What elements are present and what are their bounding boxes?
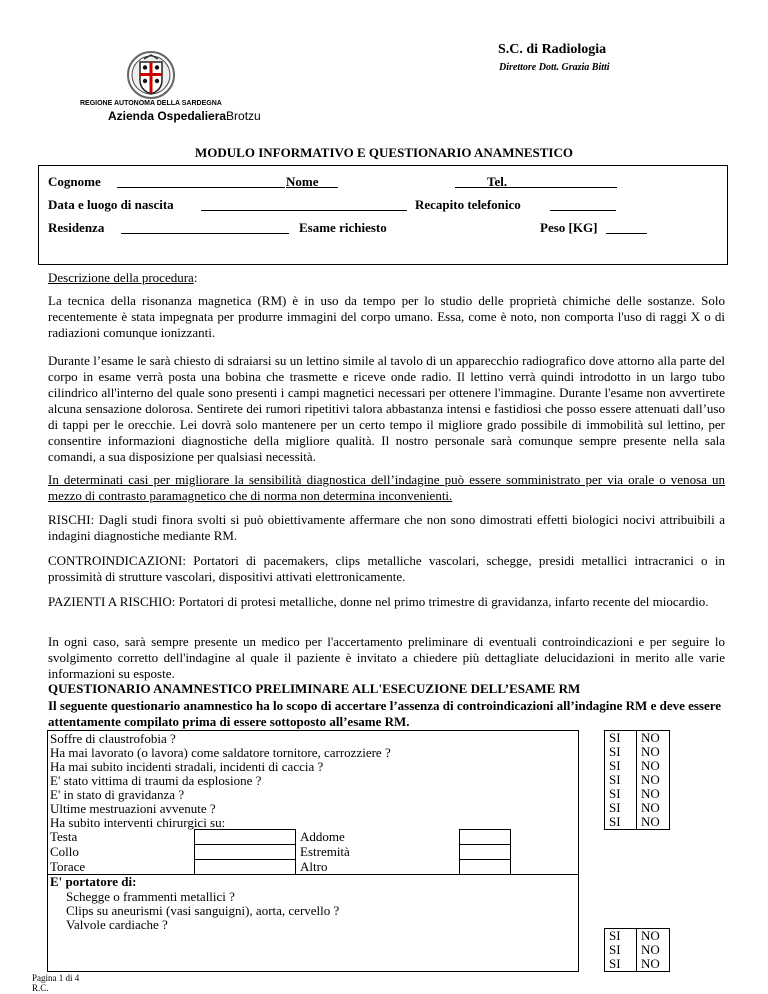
answer-no-surgery[interactable]: NO	[641, 814, 660, 829]
body-part-testa: Testa	[50, 829, 78, 844]
contraindications-paragraph: CONTROINDICAZIONI: Portatori di pacemakers, clips metalliche vascolari, schegge, presidi metallici intracranici o in prossimità di strutture vascolari, dispositivi attivati elettronicamente.	[48, 553, 725, 584]
body-part-addome: Addome	[300, 829, 345, 844]
answer-no-welder[interactable]: NO	[641, 744, 660, 759]
question-explosion: E' stato vittima di traumi da esplosione ?	[50, 773, 262, 788]
body-part-estremita: Estremità	[300, 844, 350, 859]
description-paragraph-1: La tecnica della risonanza magnetica (RM) è in uso da tempo per lo studio delle proprietà chimiche delle sostanze. Solo recentemente è stata impegnata per produrre immagini del corpo umano. Essa, come è noto, non comporta l'uso di raggi X o di radiazioni comunque ionizzanti.	[48, 293, 725, 340]
question-pregnancy: E' in stato di gravidanza ?	[50, 787, 185, 802]
patient-data-box	[38, 165, 728, 265]
answer-si-welder[interactable]: SI	[609, 744, 621, 759]
answer-no-metal-fragments[interactable]: NO	[641, 928, 660, 943]
hospital-name-rest: Brotzu	[226, 109, 261, 123]
doctor-presence-paragraph: In ogni caso, sarà sempre presente un medico per l'accertamento preliminare di eventuali controindicazioni e per seguire lo svolgimento corretto dell'indagine al quale il paziente è invitato a chiedere più dettagliate delucidazioni in merito alle varie informazioni su esposte.	[48, 634, 725, 681]
nome-field[interactable]	[286, 186, 338, 188]
answer-si-heart-valves[interactable]: SI	[609, 956, 621, 971]
body-part-torace: Torace	[50, 859, 86, 874]
recapito-label: Recapito telefonico	[415, 197, 521, 212]
questionnaire-title: QUESTIONARIO ANAMNESTICO PRELIMINARE ALL'ESECUZIONE DELL’ESAME RM	[48, 681, 581, 696]
nome-label: Nome	[286, 174, 319, 189]
questionnaire-table	[47, 730, 579, 972]
carrier-heart-valves: Valvole cardiache ?	[66, 917, 168, 932]
description-heading-colon: :	[193, 270, 198, 285]
residenza-label: Residenza	[48, 220, 105, 235]
peso-label: Peso [KG]	[540, 220, 598, 235]
description-heading	[48, 270, 197, 286]
answer-si-aneurysm-clips[interactable]: SI	[609, 942, 621, 957]
answer-si-menstruation[interactable]: SI	[609, 800, 621, 815]
answer-si-metal-fragments[interactable]: SI	[609, 928, 621, 943]
cognome-field[interactable]	[117, 186, 285, 188]
answer-si-explosion[interactable]: SI	[609, 772, 621, 787]
author-initials: R.C.	[32, 983, 49, 993]
answer-si-accidents[interactable]: SI	[609, 758, 621, 773]
question-welder: Ha mai lavorato (o lavora) come saldatore tornitore, carrozziere ?	[50, 745, 391, 760]
answer-si-claustrophobia[interactable]: SI	[609, 730, 621, 745]
answer-no-pregnancy[interactable]: NO	[641, 786, 660, 801]
surgery-altro-cell[interactable]	[459, 859, 511, 875]
hospital-name-bold: Azienda Ospedaliera	[108, 109, 227, 123]
sardinia-emblem-icon	[126, 50, 176, 100]
department-title: S.C. di Radiologia	[498, 42, 607, 57]
region-name: REGIONE AUTONOMA DELLA SARDEGNA	[80, 100, 222, 107]
surgery-addome-cell[interactable]	[459, 829, 511, 845]
answer-no-aneurysm-clips[interactable]: NO	[641, 942, 660, 957]
director-name: Direttore Dott. Grazia Bitti	[499, 62, 610, 73]
surgery-testa-cell[interactable]	[194, 829, 296, 845]
body-part-collo: Collo	[50, 844, 79, 859]
contrast-paragraph: In determinati casi per migliorare la sensibilità diagnostica dell’indagine può essere somministrato per via orale o venosa un mezzo di contrasto paramagnetico che di norma non determina inconvenienti.	[48, 472, 725, 503]
page-number: Pagina 1 di 4	[32, 973, 80, 983]
description-heading-text: Descrizione della procedura	[48, 270, 194, 285]
esame-label: Esame richiesto	[299, 220, 387, 235]
data-nascita-label: Data e luogo di nascita	[48, 197, 174, 212]
surgery-torace-cell[interactable]	[194, 859, 296, 875]
answer-no-accidents[interactable]: NO	[641, 758, 660, 773]
question-claustrophobia: Soffre di claustrofobia ?	[50, 731, 176, 746]
recapito-field[interactable]	[550, 209, 616, 211]
data-nascita-field[interactable]	[201, 209, 407, 211]
carrier-heading: E' portatore di:	[50, 874, 137, 889]
answer-no-menstruation[interactable]: NO	[641, 800, 660, 815]
patients-at-risk-paragraph: PAZIENTI A RISCHIO: Portatori di protesi metalliche, donne nel primo trimestre di gravidanza, infarto recente del miocardio.	[48, 594, 709, 609]
hospital-name	[108, 109, 261, 123]
form-title: MODULO INFORMATIVO E QUESTIONARIO ANAMNESTICO	[195, 145, 573, 160]
questionnaire-intro: Il seguente questionario anamnestico ha lo scopo di accertare l’assenza di controindicazioni all’indagine RM e deve essere attentamente compilato prima di essere sottoposto all’esame RM.	[48, 698, 722, 729]
question-surgery: Ha subito interventi chirurgici su:	[50, 815, 226, 830]
description-paragraph-2: Durante l’esame le sarà chiesto di sdraiarsi su un lettino simile al tavolo di un apparecchio radiografico dove attorno alla parte del corpo in esame verrà posta una bobina che trasmette e riceve onde radio. Il lettino verrà quindi introdotto in un largo tubo cilindrico all'interno del quale sono presenti i campi magnetici necessari per ottenere l'immagine. Durante l'esame non avvertirete alcuna sensazione dolorosa. Sentirete dei rumori ripetitivi talora abbastanza intensi e fastidiosi che posso essere attenuati dall’uso di tappi per le orecchie. Lei dovrà solo mantenere per un certo tempo il migliore grado possibile di immobilità sul lettino, per consentire informazioni diagnostiche della migliore qualità. Il nostro personale sarà comunque sempre presente nella sala comandi, a sua disposizione per qualsiasi necessità.	[48, 353, 725, 464]
risks-paragraph: RISCHI: Dagli studi finora svolti si può obiettivamente affermare che non sono dimostrati effetti biologici nocivi attribuibili a indagini diagnostiche mediante RM.	[48, 512, 725, 543]
surgery-collo-cell[interactable]	[194, 844, 296, 860]
answer-si-pregnancy[interactable]: SI	[609, 786, 621, 801]
tel-label: Tel.	[487, 174, 508, 189]
body-part-altro: Altro	[300, 859, 328, 874]
answer-no-heart-valves[interactable]: NO	[641, 956, 660, 971]
answer-no-explosion[interactable]: NO	[641, 772, 660, 787]
carrier-metal-fragments: Schegge o frammenti metallici ?	[66, 889, 235, 904]
peso-field[interactable]	[606, 232, 647, 234]
question-menstruation: Ultime mestruazioni avvenute ?	[50, 801, 216, 816]
residenza-field[interactable]	[121, 232, 289, 234]
surgery-estremita-cell[interactable]	[459, 844, 511, 860]
answer-si-surgery[interactable]: SI	[609, 814, 621, 829]
answer-no-claustrophobia[interactable]: NO	[641, 730, 660, 745]
cognome-label: Cognome	[48, 174, 101, 189]
carrier-aneurysm-clips: Clips su aneurismi (vasi sanguigni), aorta, cervello ?	[66, 903, 340, 918]
question-accidents: Ha mai subito incidenti stradali, incidenti di caccia ?	[50, 759, 324, 774]
tel-field[interactable]	[455, 186, 617, 188]
